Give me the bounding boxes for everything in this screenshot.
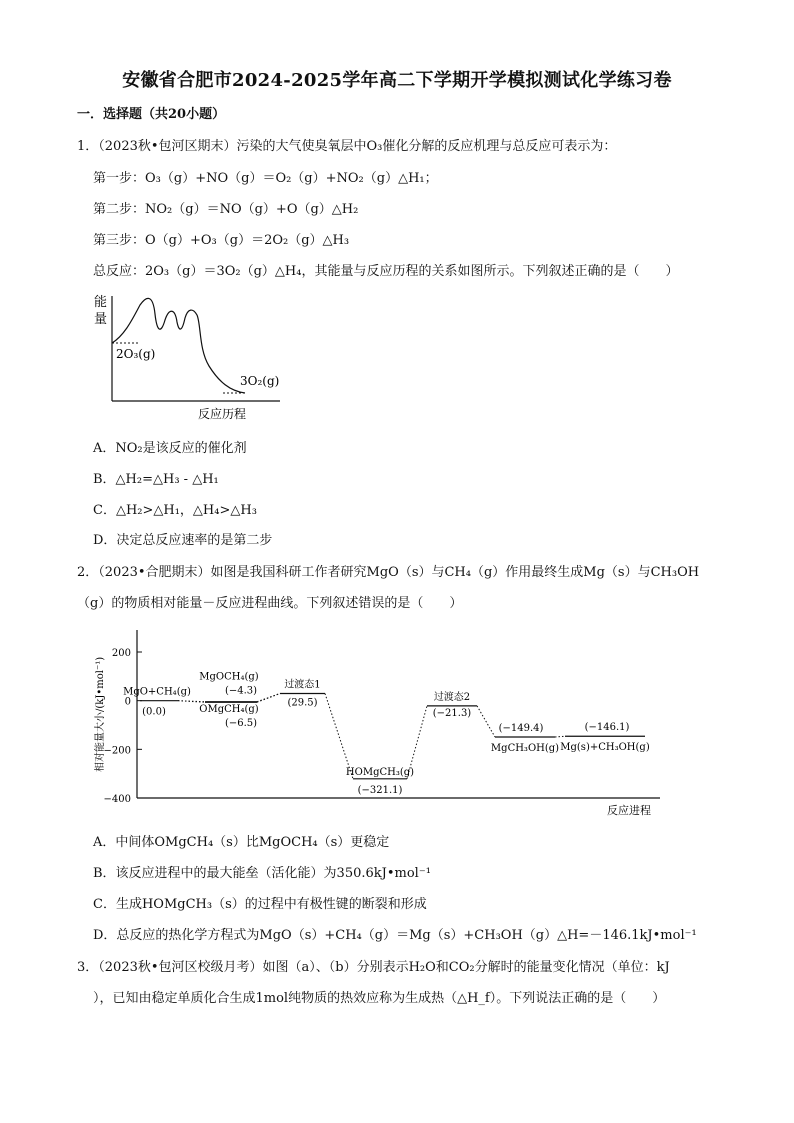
q2-option-c: C．生成HOMgCH₃（s）的过程中有极性键的断裂和形成 (93, 897, 427, 912)
q2-level-name: Mg(s)+CH₃OH(g) (560, 742, 650, 754)
q1-option-c: C．△H₂>△H₁，△H₄>△H₃ (93, 503, 257, 518)
q2-ytick-label: 0 (124, 696, 131, 708)
q2-ytick-label: −200 (103, 745, 131, 757)
q2-ytick-label: 200 (111, 648, 131, 659)
q2-level-value: (−4.3) (224, 685, 258, 697)
q2-stem-line2: （g）的物质相对能量－反应进程曲线。下列叙述错误的是（ ） (77, 596, 463, 611)
q1-option-b: B．△H₂=△H₃ - △H₁ (93, 472, 219, 487)
section-heading: 一．选择题（共20小题） (77, 107, 226, 122)
q1-stem: 1．（2023秋•包河区期末）污染的大气使臭氧层中O₃催化分解的反应机理与总反应可表示为： (77, 139, 617, 154)
q2-level-value: (29.5) (287, 697, 318, 709)
q2-level-name: HOMgCH₃(g) (345, 766, 415, 778)
q2-connector (555, 736, 565, 737)
q1-ylabel-top: 能 (94, 295, 108, 310)
q2-option-b: B．该反应进程中的最大能垒（活化能）为350.6kJ•mol⁻¹ (93, 866, 431, 881)
q1-energy-figure (85, 290, 295, 425)
q2-level-name: 过渡态1 (284, 679, 321, 691)
q2-option-d: D．总反应的热化学方程式为MgO（s）+CH₄（g）＝Mg（s）+CH₃OH（g）△H=－146.1kJ•mol⁻¹ (93, 928, 697, 943)
q2-energy-chart (85, 622, 675, 822)
q2-level-value: (0.0) (142, 706, 166, 718)
q1-start-label: 2O₃(g) (116, 347, 156, 361)
q1-total: 总反应：2O₃（g）＝3O₂（g）△H₄，其能量与反应历程的关系如图所示。下列叙述正确的是（ ） (93, 264, 679, 279)
q2-option-a: A．中间体OMgCH₄（s）比MgOCH₄（s）更稳定 (93, 835, 390, 850)
q2-level-value: (−146.1) (584, 722, 630, 734)
q2-level-value: (−21.3) (432, 707, 472, 719)
q1-option-a: A．NO₂是该反应的催化剂 (93, 441, 247, 456)
q2-level-name: OMgCH₄(g) (199, 704, 259, 716)
q2-level-value: (−149.4) (498, 723, 544, 735)
q3-stem-line2: ），已知由稳定单质化合生成1mol纯物质的热效应称为生成热（△H_f）。下列说法正确的是（ ） (93, 991, 666, 1006)
q2-level-value: (−321.1) (357, 784, 403, 796)
q2-ylabel: 相对能量大小/(kJ•mol⁻¹) (95, 656, 106, 772)
q2-connector (257, 693, 280, 702)
q2-level-name: MgO+CH₄(g) (123, 686, 191, 698)
q2-ytick-label: −400 (103, 794, 131, 805)
q2-level-name: MgOCH₄(g) (199, 671, 259, 683)
q2-stem-line1: 2．（2023•合肥期末）如图是我国科研工作者研究MgO（s）与CH₄（g）作用最终生成Mg（s）与CH₃OH (77, 565, 700, 580)
q2-level-name: MgCH₃OH(g) (490, 743, 560, 755)
q1-ylabel-bottom: 量 (94, 312, 108, 327)
q1-step2: 第二步：NO₂（g）＝NO（g）+O（g）△H₂ (93, 202, 359, 217)
q2-connector (178, 701, 205, 703)
q2-connector (477, 706, 495, 737)
q1-end-label: 3O₂(g) (240, 374, 280, 388)
page-title: 安徽省合肥市2024-2025学年高二下学期开学模拟测试化学练习卷 (122, 70, 672, 91)
q1-xlabel: 反应历程 (198, 407, 247, 421)
q1-step3: 第三步：O（g）+O₃（g）＝2O₂（g）△H₃ (93, 233, 350, 248)
q1-energy-curve (112, 298, 245, 393)
q2-level-name: 过渡态2 (433, 691, 471, 703)
q1-step1: 第一步：O₃（g）+NO（g）＝O₂（g）+NO₂（g）△H₁； (93, 171, 438, 186)
q1-option-d: D．决定总反应速率的是第二步 (93, 533, 273, 548)
q3-stem-line1: 3．（2023秋•包河区校级月考）如图（a）、（b）分别表示H₂O和CO₂分解时的能量变化情况（单位：kJ (77, 960, 670, 975)
q2-level-value: (−6.5) (224, 718, 258, 730)
q2-xlabel: 反应进程 (607, 804, 651, 817)
